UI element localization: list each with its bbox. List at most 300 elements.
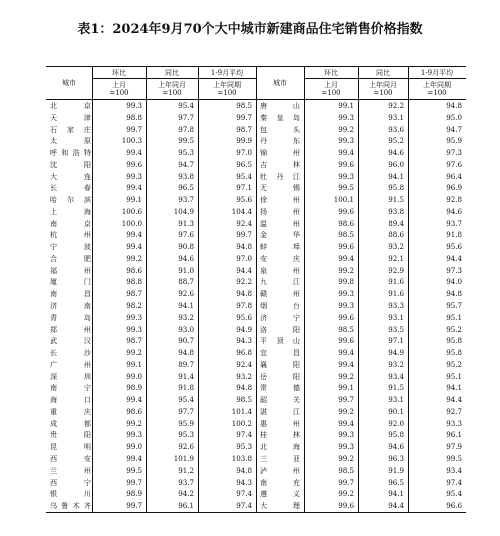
avg-value: 97.4 [236,501,252,511]
table-row [46,300,466,312]
yoy-value: 96.5 [178,183,194,193]
yoy-value: 95.8 [388,183,404,193]
table-row [46,159,466,171]
mom-value: 99.3 [338,301,354,311]
yoy-value: 91.6 [388,277,404,287]
avg-value: 95.8 [446,348,462,358]
table-row [46,453,466,465]
city-name: 石家庄 [50,124,91,134]
mom-value: 98.5 [338,465,354,475]
city-name: 青岛 [50,312,91,322]
table-row [46,312,466,324]
avg-value: 99.9 [236,136,252,146]
yoy-value: 92.0 [388,418,404,428]
avg-value: 99.7 [236,112,252,122]
mom-value: 100.0 [121,218,142,228]
mom-value: 99.3 [126,101,142,110]
mom-value: 99.3 [338,442,354,452]
mom-value: 99.7 [126,124,142,134]
yoy-value: 93.2 [178,312,194,322]
yoy-value: 97.1 [388,336,404,346]
avg-value: 94.4 [446,253,462,263]
table-row [46,218,466,230]
avg-value: 94.6 [446,206,462,216]
table-row [46,171,466,183]
mom-value: 99.3 [126,171,142,181]
avg-value: 96.6 [446,501,462,511]
city-name: 湛江 [260,406,300,416]
table-row [46,488,466,500]
header-divider [256,67,257,99]
yoy-value: 101.9 [173,453,194,463]
mom-value: 98.5 [338,324,354,334]
avg-value: 94.8 [446,101,462,110]
city-name: 深圳 [50,371,91,381]
yoy-value: 91.3 [178,218,194,228]
header-avg-right: 1-9月平均 [420,69,454,77]
header-avg-left: 1-9月平均 [210,69,244,77]
header-yoy-sub-left: 上年同月 =100 [158,81,186,97]
yoy-value: 94.7 [178,159,194,169]
header-mom-sub-right: 上月 =100 [321,81,341,97]
avg-value: 95.2 [446,359,462,369]
avg-value: 95.4 [236,171,252,181]
mom-value: 99.3 [338,171,354,181]
city-name: 厦门 [50,277,91,287]
avg-value: 95.1 [446,371,462,381]
mom-value: 99.4 [126,148,142,158]
avg-value: 98.5 [236,395,252,405]
mom-value: 99.6 [338,312,354,322]
yoy-value: 96.3 [388,453,404,463]
city-name: 成都 [50,418,91,428]
city-name: 合肥 [50,253,91,263]
mom-value: 99.3 [338,136,354,146]
mom-value: 100.3 [121,136,142,146]
avg-value: 96.4 [446,171,462,181]
yoy-value: 94.6 [388,148,404,158]
yoy-value: 89.4 [388,218,404,228]
header-divider [408,67,409,99]
yoy-value: 94.1 [388,489,404,499]
avg-value: 97.6 [446,159,462,169]
city-name: 遵义 [260,489,300,499]
avg-value: 94.8 [236,242,252,252]
mom-value: 100.6 [121,206,142,216]
yoy-value: 88.6 [388,230,404,240]
header-yoy-left: 同比 [165,69,179,77]
mom-value: 99.3 [338,430,354,440]
table-row [46,382,466,394]
yoy-value: 97.7 [178,112,194,122]
city-name: 天津 [50,112,91,122]
city-name: 重庆 [50,406,91,416]
table-row [46,477,466,489]
city-name: 兰州 [50,465,91,475]
avg-value: 95.0 [446,112,462,122]
yoy-value: 93.2 [388,242,404,252]
table-row [46,112,466,124]
table-row [46,465,466,477]
avg-value: 93.2 [236,371,252,381]
avg-value: 94.8 [236,383,252,393]
table-row [46,276,466,288]
avg-value: 95.8 [446,336,462,346]
avg-value: 95.6 [236,195,252,205]
header-yoy-sub-right: 上年同月 =100 [369,81,397,97]
table-row [46,147,466,159]
yoy-value: 95.8 [388,430,404,440]
city-name: 泸州 [260,465,300,475]
city-name: 惠州 [260,418,300,428]
city-name: 长春 [50,183,91,193]
city-name: 锦州 [260,148,300,158]
city-name: 北京 [50,101,91,110]
header-yoy-right: 同比 [376,69,390,77]
avg-value: 94.9 [236,324,252,334]
mom-value: 99.3 [338,112,354,122]
table-row [46,182,466,194]
city-name: 福州 [50,265,91,275]
yoy-value: 90.8 [178,242,194,252]
table-row [46,288,466,300]
table-row [46,418,466,430]
mom-value: 98.6 [126,265,142,275]
avg-value: 98.7 [236,124,252,134]
mom-value: 99.4 [126,242,142,252]
city-name: 温州 [260,218,300,228]
mom-value: 99.5 [338,183,354,193]
city-name: 襄阳 [260,359,300,369]
mom-value: 99.2 [126,348,142,358]
yoy-value: 93.8 [178,171,194,181]
table-header [46,67,466,99]
avg-value: 94.3 [236,336,252,346]
avg-value: 97.8 [236,301,252,311]
city-name: 常德 [260,383,300,393]
mom-value: 99.7 [338,395,354,405]
table-row [46,229,466,241]
mom-value: 99.1 [338,383,354,393]
city-name: 丹东 [260,136,300,146]
mom-value: 98.8 [126,112,142,122]
city-name: 牡丹江 [260,171,300,181]
mom-value: 99.6 [338,501,354,511]
table-body [46,100,466,512]
table-row [46,406,466,418]
mom-value: 99.1 [126,359,142,369]
yoy-value: 99.5 [178,136,194,146]
avg-value: 104.4 [231,206,252,216]
yoy-value: 93.2 [388,359,404,369]
city-name: 烟台 [260,301,300,311]
header-divider [304,67,305,99]
yoy-value: 93.4 [388,371,404,381]
mom-value: 99.4 [126,395,142,405]
yoy-value: 90.1 [388,406,404,416]
mom-value: 98.9 [126,383,142,393]
city-name: 吉林 [260,159,300,169]
table-bottom-rule [46,512,466,513]
mom-value: 99.2 [126,253,142,263]
yoy-value: 95.4 [178,101,194,110]
mom-value: 98.5 [338,230,354,240]
city-name: 宁波 [50,242,91,252]
avg-value: 98.5 [236,101,252,110]
city-name: 韶关 [260,395,300,405]
city-name: 南宁 [50,383,91,393]
avg-value: 97.0 [236,253,252,263]
yoy-value: 94.6 [178,253,194,263]
mom-value: 99.4 [126,183,142,193]
header-mom-right: 环比 [324,69,338,77]
yoy-value: 91.5 [388,195,404,205]
avg-value: 92.4 [236,218,252,228]
city-name: 杭州 [50,230,91,240]
yoy-value: 95.4 [178,395,194,405]
avg-value: 96.5 [236,159,252,169]
mom-value: 98.8 [126,277,142,287]
city-name: 北海 [260,442,300,452]
yoy-value: 96.5 [388,477,404,487]
city-name: 沈阳 [50,159,91,169]
table-row [46,441,466,453]
mom-value: 99.2 [338,489,354,499]
table-row [46,500,466,512]
city-name: 包头 [260,124,300,134]
mom-value: 99.2 [338,406,354,416]
mom-value: 99.6 [338,159,354,169]
city-name: 金华 [260,230,300,240]
city-name: 平顶山 [260,336,300,346]
yoy-value: 93.6 [388,124,404,134]
yoy-value: 96.0 [388,159,404,169]
mom-value: 99.2 [338,371,354,381]
header-avg-sub-right: 上年同期 =100 [423,81,451,97]
city-name: 武汉 [50,336,91,346]
city-name: 扬州 [260,206,300,216]
table-row [46,371,466,383]
header-mom-sub-left: 上月 =100 [109,81,129,97]
mom-value: 99.8 [338,277,354,287]
yoy-value: 91.9 [388,465,404,475]
mom-value: 99.6 [126,159,142,169]
city-name: 南昌 [50,289,91,299]
mom-value: 98.6 [338,218,354,228]
yoy-value: 90.7 [178,336,194,346]
mom-value: 99.4 [338,359,354,369]
avg-value: 100.2 [231,418,252,428]
yoy-value: 94.2 [178,489,194,499]
yoy-value: 97.6 [178,230,194,240]
city-name: 宜昌 [260,348,300,358]
avg-value: 93.7 [446,218,462,228]
header-subrule-left [92,78,256,79]
mom-value: 99.4 [338,418,354,428]
table-row [46,335,466,347]
city-name: 泉州 [260,265,300,275]
city-name: 大连 [50,171,91,181]
city-name: 赣州 [260,289,300,299]
yoy-value: 94.6 [388,442,404,452]
mom-value: 99.0 [126,442,142,452]
city-name: 岳阳 [260,371,300,381]
avg-value: 94.4 [446,395,462,405]
header-avg-sub-left: 上年同期 =100 [213,81,241,97]
mom-value: 99.4 [338,253,354,263]
yoy-value: 91.0 [178,265,194,275]
city-name: 昆明 [50,442,91,452]
yoy-value: 91.2 [178,465,194,475]
mom-value: 99.4 [338,148,354,158]
avg-value: 99.7 [236,230,252,240]
city-name: 南京 [50,218,91,228]
avg-value: 101.4 [231,406,252,416]
avg-value: 97.0 [236,148,252,158]
table-row [46,265,466,277]
yoy-value: 88.7 [178,277,194,287]
city-name: 银川 [50,489,91,499]
yoy-value: 94.1 [388,171,404,181]
avg-value: 97.3 [446,148,462,158]
mom-value: 98.2 [126,301,142,311]
avg-value: 99.5 [446,453,462,463]
yoy-value: 92.6 [178,289,194,299]
avg-value: 94.8 [446,289,462,299]
avg-value: 94.3 [236,477,252,487]
yoy-value: 93.8 [388,206,404,216]
city-name: 秦皇岛 [260,112,300,122]
mom-value: 99.0 [126,371,142,381]
avg-value: 92.2 [236,277,252,287]
city-name: 呼和浩特 [50,148,91,158]
table-row [46,124,466,136]
avg-value: 97.4 [236,489,252,499]
header-divider [198,67,199,99]
table-row [46,429,466,441]
yoy-value: 95.3 [178,430,194,440]
city-name: 徐州 [260,195,300,205]
yoy-value: 93.0 [178,324,194,334]
mom-value: 99.7 [126,477,142,487]
yoy-value: 93.7 [178,477,194,487]
mom-value: 99.3 [126,430,142,440]
city-name: 广州 [50,359,91,369]
city-name: 太原 [50,136,91,146]
avg-value: 94.0 [446,277,462,287]
avg-value: 94.1 [446,383,462,393]
mom-value: 99.1 [338,101,354,110]
table-row [46,324,466,336]
avg-value: 94.7 [446,124,462,134]
yoy-value: 91.8 [178,383,194,393]
city-name: 西宁 [50,477,91,487]
avg-value: 95.6 [236,312,252,322]
city-name: 大理 [260,501,300,511]
yoy-value: 93.1 [388,312,404,322]
mom-value: 99.6 [338,242,354,252]
yoy-value: 93.5 [388,324,404,334]
yoy-value: 93.3 [388,301,404,311]
yoy-value: 92.6 [178,442,194,452]
header-divider [92,67,93,99]
avg-value: 95.1 [446,312,462,322]
mom-value: 99.3 [126,324,142,334]
yoy-value: 89.7 [178,359,194,369]
table-row [46,100,466,112]
yoy-value: 95.2 [388,136,404,146]
mom-value: 99.3 [338,289,354,299]
avg-value: 95.9 [446,136,462,146]
city-name: 乌鲁木齐 [50,501,91,511]
avg-value: 96.1 [446,430,462,440]
mom-value: 100.1 [333,195,354,205]
table-row [46,347,466,359]
yoy-value: 97.8 [178,124,194,134]
city-name: 安庆 [260,253,300,263]
city-name: 洛阳 [260,324,300,334]
avg-value: 95.7 [446,301,462,311]
table-row [46,206,466,218]
avg-value: 96.8 [236,348,252,358]
yoy-value: 95.9 [178,418,194,428]
table-row [46,135,466,147]
avg-value: 92.7 [446,406,462,416]
mom-value: 99.3 [126,312,142,322]
avg-value: 92.8 [446,195,462,205]
city-name: 济南 [50,301,91,311]
yoy-value: 94.4 [388,501,404,511]
avg-value: 95.2 [446,324,462,334]
yoy-value: 93.1 [388,112,404,122]
table-row [46,194,466,206]
mom-value: 99.7 [338,477,354,487]
header-city-right: 城市 [273,79,287,87]
avg-value: 96.9 [446,183,462,193]
header-city-left: 城市 [62,79,76,87]
mom-value: 99.6 [338,336,354,346]
avg-value: 95.4 [446,489,462,499]
yoy-value: 96.1 [178,501,194,511]
city-name: 贵阳 [50,430,91,440]
yoy-value: 95.3 [178,148,194,158]
yoy-value: 94.8 [178,348,194,358]
city-name: 三亚 [260,453,300,463]
yoy-value: 94.1 [178,301,194,311]
table-row [46,253,466,265]
header-subrule-right [304,78,466,79]
city-name: 无锡 [260,183,300,193]
avg-value: 95.3 [236,442,252,452]
mom-value: 99.4 [126,453,142,463]
avg-value: 92.4 [236,359,252,369]
mom-value: 98.7 [126,336,142,346]
avg-value: 103.8 [231,453,252,463]
price-index-table [46,66,466,513]
city-name: 长沙 [50,348,91,358]
city-name: 桂林 [260,430,300,440]
header-divider [358,67,359,99]
city-name: 蚌埠 [260,242,300,252]
table-title: 表1：2024年9月70个大中城市新建商品住宅销售价格指数 [77,22,423,37]
yoy-value: 93.7 [178,195,194,205]
mom-value: 99.5 [126,465,142,475]
mom-value: 99.4 [338,348,354,358]
mom-value: 99.1 [126,195,142,205]
avg-value: 97.4 [446,477,462,487]
avg-value: 91.8 [446,230,462,240]
city-name: 郑州 [50,324,91,334]
